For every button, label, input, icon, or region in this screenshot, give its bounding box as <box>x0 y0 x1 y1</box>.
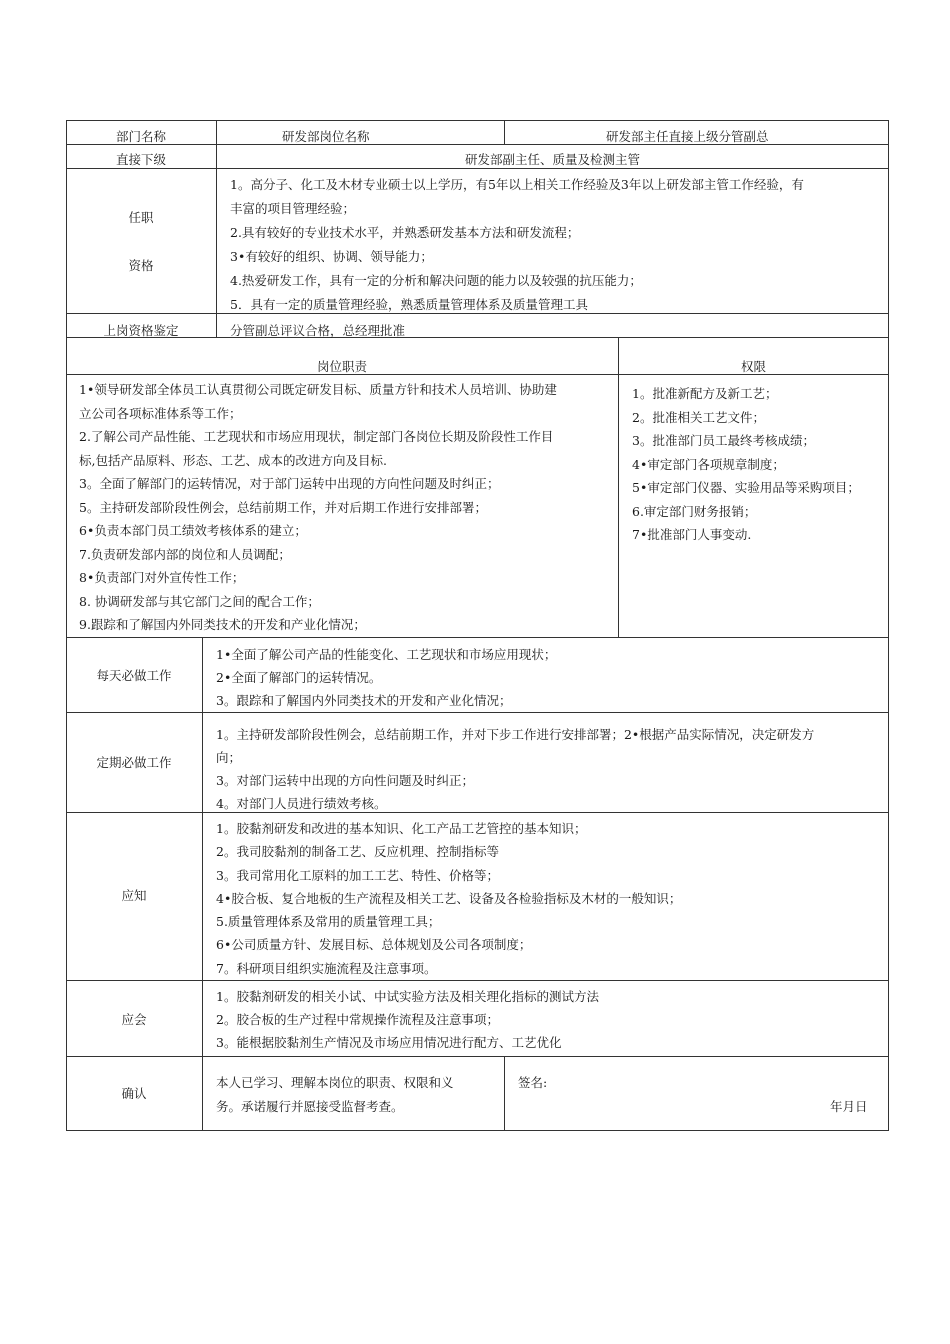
appraisal-label: 上岗资格鉴定 <box>103 323 179 338</box>
signature-label: 签名: <box>518 1075 548 1090</box>
qualification-line: 丰富的项目管理经验； <box>230 201 356 216</box>
skills-label: 应会 <box>121 1012 147 1027</box>
row-divider <box>66 168 889 169</box>
duty-line: 1•领导研发部全体员工认真贯彻公司既定研发目标、质量方针和技术人员培训、协助建 <box>79 382 557 397</box>
appraisal-value: 分管副总评议合格，总经理批准 <box>230 323 406 338</box>
know-line: 7。科研项目组织实施流程及注意事项。 <box>216 960 437 976</box>
daily-line: 3。跟踪和了解国内外同类技术的开发和产业化情况； <box>216 693 512 708</box>
confirm-label: 确认 <box>121 1086 147 1101</box>
col-divider <box>618 338 619 638</box>
duty-line: 5。主持研发部阶段性例会，总结前期工作，并对后期工作进行安排部署； <box>79 499 487 515</box>
row-divider <box>66 1056 889 1057</box>
daily-line: 2•全面了解部门的运转情况。 <box>216 670 382 685</box>
qualification-line: 4.热爱研发工作，具有一定的分析和解决问题的能力以及较强的抗压能力； <box>230 273 642 288</box>
authority-line: 4•审定部门各项规章制度； <box>632 456 785 472</box>
duty-line: 8•负责部门对外宣传性工作； <box>79 570 245 585</box>
periodic-line: 向； <box>216 750 242 765</box>
authority-line: 3。批准部门员工最终考核成绩； <box>632 433 815 448</box>
duty-line: 标,包括产品原料、形态、工艺、成本的改进方向及目标. <box>79 452 387 468</box>
qualification-label-1: 任职 <box>128 210 154 225</box>
row-divider <box>66 980 889 981</box>
duty-line: 9.跟踪和了解国内外同类技术的开发和产业化情况； <box>79 617 366 632</box>
qualification-line: 1。高分子、化工及木材专业硕士以上学历，有5年以上相关工作经验及3年以上研发部主管工作经验，有 <box>230 177 804 192</box>
skills-line: 3。能根据胶黏剂生产情况及市场应用情况进行配方、工艺优化 <box>216 1035 562 1050</box>
daily-label: 每天必做工作 <box>96 668 172 683</box>
skills-line: 2。胶合板的生产过程中常规操作流程及注意事项； <box>216 1012 499 1027</box>
row-divider <box>66 812 889 813</box>
subordinate-label: 直接下级 <box>115 152 166 167</box>
authority-line: 7•批准部门人事变动. <box>632 527 752 542</box>
know-line: 3。我司常用化工原料的加工工艺、特性、价格等； <box>216 867 499 883</box>
know-line: 4•胶合板、复合地板的生产流程及相关工艺、设备及各检验指标及木材的一般知识； <box>216 890 682 906</box>
authority-title: 权限 <box>740 359 766 374</box>
duty-line: 立公司各项标准体系等工作； <box>79 405 242 421</box>
row-divider <box>66 313 889 314</box>
qualification-text <box>230 173 885 312</box>
subordinate-value: 研发部副主任、质量及检测主管 <box>464 152 640 167</box>
position-name-value: 研发部主任直接上级分管副总 <box>606 129 769 144</box>
col-divider <box>504 120 505 144</box>
periodic-line: 4。对部门人员进行绩效考核。 <box>216 796 387 811</box>
col-divider <box>504 1056 505 1131</box>
know-label: 应知 <box>121 888 147 903</box>
duty-line: 2.了解公司产品性能、工艺现状和市场应用现状，制定部门各岗位长期及阶段性工作目 <box>79 429 554 444</box>
periodic-line: 3。对部门运转中出现的方向性问题及时纠正； <box>216 773 474 788</box>
duty-line: 3。全面了解部门的运转情况，对于部门运转中出现的方向性问题及时纠正； <box>79 476 500 491</box>
dept-name-label: 部门名称 <box>115 129 166 144</box>
duty-line: 6•负责本部门员工绩效考核体系的建立； <box>79 523 307 538</box>
authority-line: 2。批准相关工艺文件； <box>632 409 765 425</box>
know-line: 5.质量管理体系及常用的质量管理工具； <box>216 914 441 930</box>
periodic-text <box>216 723 884 811</box>
daily-text <box>216 643 884 711</box>
authority-text <box>632 382 887 552</box>
duties-title: 岗位职责 <box>316 359 367 374</box>
qualification-line: 5．具有一定的质量管理经验，熟悉质量管理体系及质量管理工具 <box>230 297 588 312</box>
skills-line: 1。胶黏剂研发的相关小试、中试实验方法及相关理化指标的测试方法 <box>216 989 599 1004</box>
confirm-statement-line-1: 本人已学习、理解本岗位的职责、权限和义 <box>216 1075 454 1090</box>
authority-line: 1。批准新配方及新工艺； <box>632 386 778 401</box>
authority-line: 5•审定部门仪器、实验用品等采购项目； <box>632 480 860 495</box>
date-label: 年月日 <box>830 1099 868 1114</box>
duty-line: 8. 协调研发部与其它部门之间的配合工作； <box>79 593 320 609</box>
know-line: 6•公司质量方针、发展目标、总体规划及公司各项制度； <box>216 937 532 953</box>
duty-line: 7.负责研发部内部的岗位和人员调配； <box>79 546 291 562</box>
qualification-line: 2.具有较好的专业技术水平，并熟悉研发基本方法和研发流程； <box>230 225 580 240</box>
qualification-line: 3•有较好的组织、协调、领导能力； <box>230 249 433 264</box>
qualification-label-2: 资格 <box>128 258 154 273</box>
authority-line: 6.审定部门财务报销； <box>632 503 757 519</box>
duties-text <box>79 378 615 636</box>
confirm-statement-line-2: 务。承诺履行并愿接受监督考查。 <box>216 1099 404 1114</box>
periodic-line: 1。主持研发部阶段性例会，总结前期工作，并对下步工作进行安排部署；2•根据产品实际情况，决定研发方 <box>216 727 815 742</box>
skills-text <box>216 985 884 1055</box>
daily-line: 1•全面了解公司产品的性能变化、工艺现状和市场应用现状； <box>216 647 557 662</box>
row-divider <box>66 712 889 713</box>
col-divider <box>202 638 203 1131</box>
position-name-label: 研发部岗位名称 <box>282 129 370 144</box>
know-line: 2。我司胶黏剂的制备工艺、反应机理、控制指标等 <box>216 844 499 860</box>
know-text <box>216 817 884 979</box>
periodic-label: 定期必做工作 <box>96 755 172 770</box>
know-line: 1。胶黏剂研发和改进的基本知识、化工产品工艺管控的基本知识； <box>216 821 587 836</box>
